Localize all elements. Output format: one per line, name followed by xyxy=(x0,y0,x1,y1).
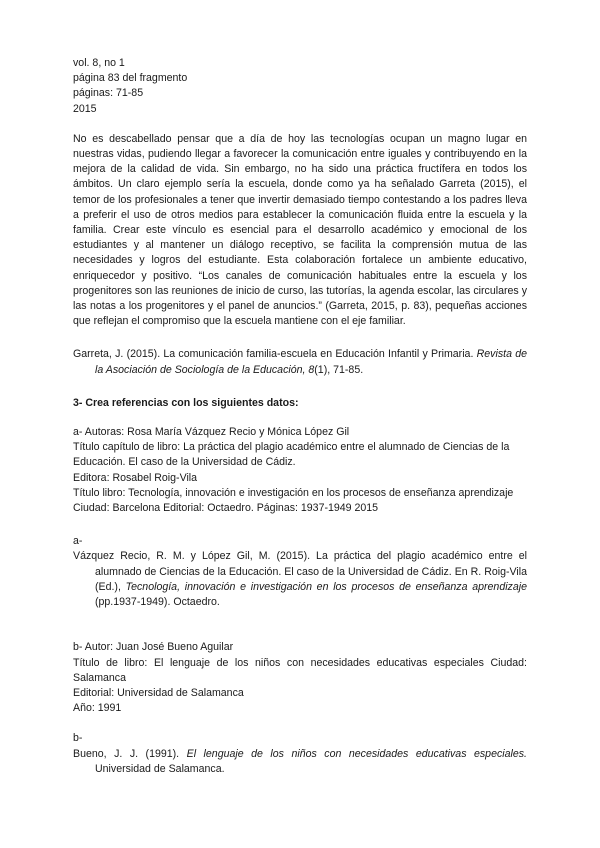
volume-line: vol. 8, no 1 xyxy=(73,57,125,69)
data-b-year: Año: 1991 xyxy=(73,702,122,715)
data-b-block xyxy=(73,640,527,716)
data-b-publisher: Editorial: Universidad de Salamanca xyxy=(73,686,244,699)
data-a-book: Título libro: Tecnología, innovación e investigación en los procesos de enseñanza aprendizaje xyxy=(73,486,514,499)
answer-a-start: Vázquez Recio, R. M. y López Gil, M. (2015). La práctica del plagio académico entre el alumnado de Ciencias de la Educación. El caso de la Universidad de Cádiz. En R. Roig-Vila (Ed.), xyxy=(73,550,527,593)
document-page xyxy=(73,56,527,777)
answer-a-end: (pp.1937-1949). Octaedro. xyxy=(95,596,220,609)
pages-line: páginas: 71-85 xyxy=(73,87,144,100)
fragment-page-line: página 83 del fragmento xyxy=(73,72,188,85)
exercise-heading: 3- Crea referencias con los siguientes datos: xyxy=(73,396,299,409)
data-b-title: Título de libro: El lenguaje de los niños con necesidades educativas especiales Ciudad: Salamanca xyxy=(73,656,527,684)
answer-a-label: a- xyxy=(73,535,83,548)
data-a-chapter: Título capítulo de libro: La práctica del plagio académico entre el alumnado de Ciencias de la Educación. El caso de la Universidad de Cádiz. xyxy=(73,441,510,469)
data-a-city: Ciudad: Barcelona Editorial: Octaedro. Páginas: 1937-1949 2015 xyxy=(73,502,379,515)
reference-garreta xyxy=(73,347,527,377)
answer-b-start: Bueno, J. J. (1991). xyxy=(73,747,187,760)
body-paragraph: No es descabellado pensar que a día de hoy las tecnologías ocupan un magno lugar en nuestras vidas, pudiendo llegar a favorecer la comunicación entre iguales y contribuyendo en la mejora de la calidad de vida. Sin embargo, no ha sido una práctica fructífera en todos los ámbitos. Un claro ejemplo sería la escuela, donde como ya ha señalado Garreta (2015), el temor de los profesionales a tener que invertir demasiado tiempo contestando a los padres lleva a preferir el uso de otros medios para establecer la comunicación fluida entre la escuela y la familia. Crear este vínculo es esencial para el desarrollo académico y emocional de los estudiantes y al mantener un diálogo receptivo, se facilita la comprensión mutua de las necesidades y logros del estudiante. Esta colaboración fortalece un ambiente educativo, enriquecedor y positivo. “Los canales de comunicación habituales entre la escuela y los progenitores son las reuniones de inicio de curso, las tutorías, la agenda escolar, las circulares y las notas a los progenitores y el panel de anuncios.” (Garreta, 2015, p. 83), pequeñas acciones que reflejan el compromiso que la escuela mantiene con el eje familiar. xyxy=(73,132,527,328)
reference-garreta-journal: Revista de la Asociación de Sociología de la Educación, 8 xyxy=(95,348,527,376)
citation-metadata xyxy=(73,56,527,117)
reference-garreta-start: Garreta, J. (2015). La comunicación familia-escuela en Educación Infantil y Primaria. xyxy=(73,348,477,361)
data-b-author: b- Autor: Juan José Bueno Aguilar xyxy=(73,641,234,654)
data-a-block xyxy=(73,425,527,516)
answer-b-label: b- xyxy=(73,732,83,745)
answer-a-book: Tecnología, innovación e investigación en los procesos de enseñanza aprendizaje xyxy=(125,580,527,593)
year-line: 2015 xyxy=(73,102,97,115)
data-a-authors: a- Autoras: Rosa María Vázquez Recio y Mónica López Gil xyxy=(73,426,350,439)
reference-garreta-end: (1), 71-85. xyxy=(314,363,364,376)
data-a-editor: Editora: Rosabel Roig-Vila xyxy=(73,471,198,484)
answer-b-end: Universidad de Salamanca. xyxy=(95,762,225,775)
answer-b-reference xyxy=(73,747,527,777)
answer-a-reference xyxy=(73,549,527,610)
answer-b-book: El lenguaje de los niños con necesidades educativas especiales. xyxy=(186,747,527,760)
